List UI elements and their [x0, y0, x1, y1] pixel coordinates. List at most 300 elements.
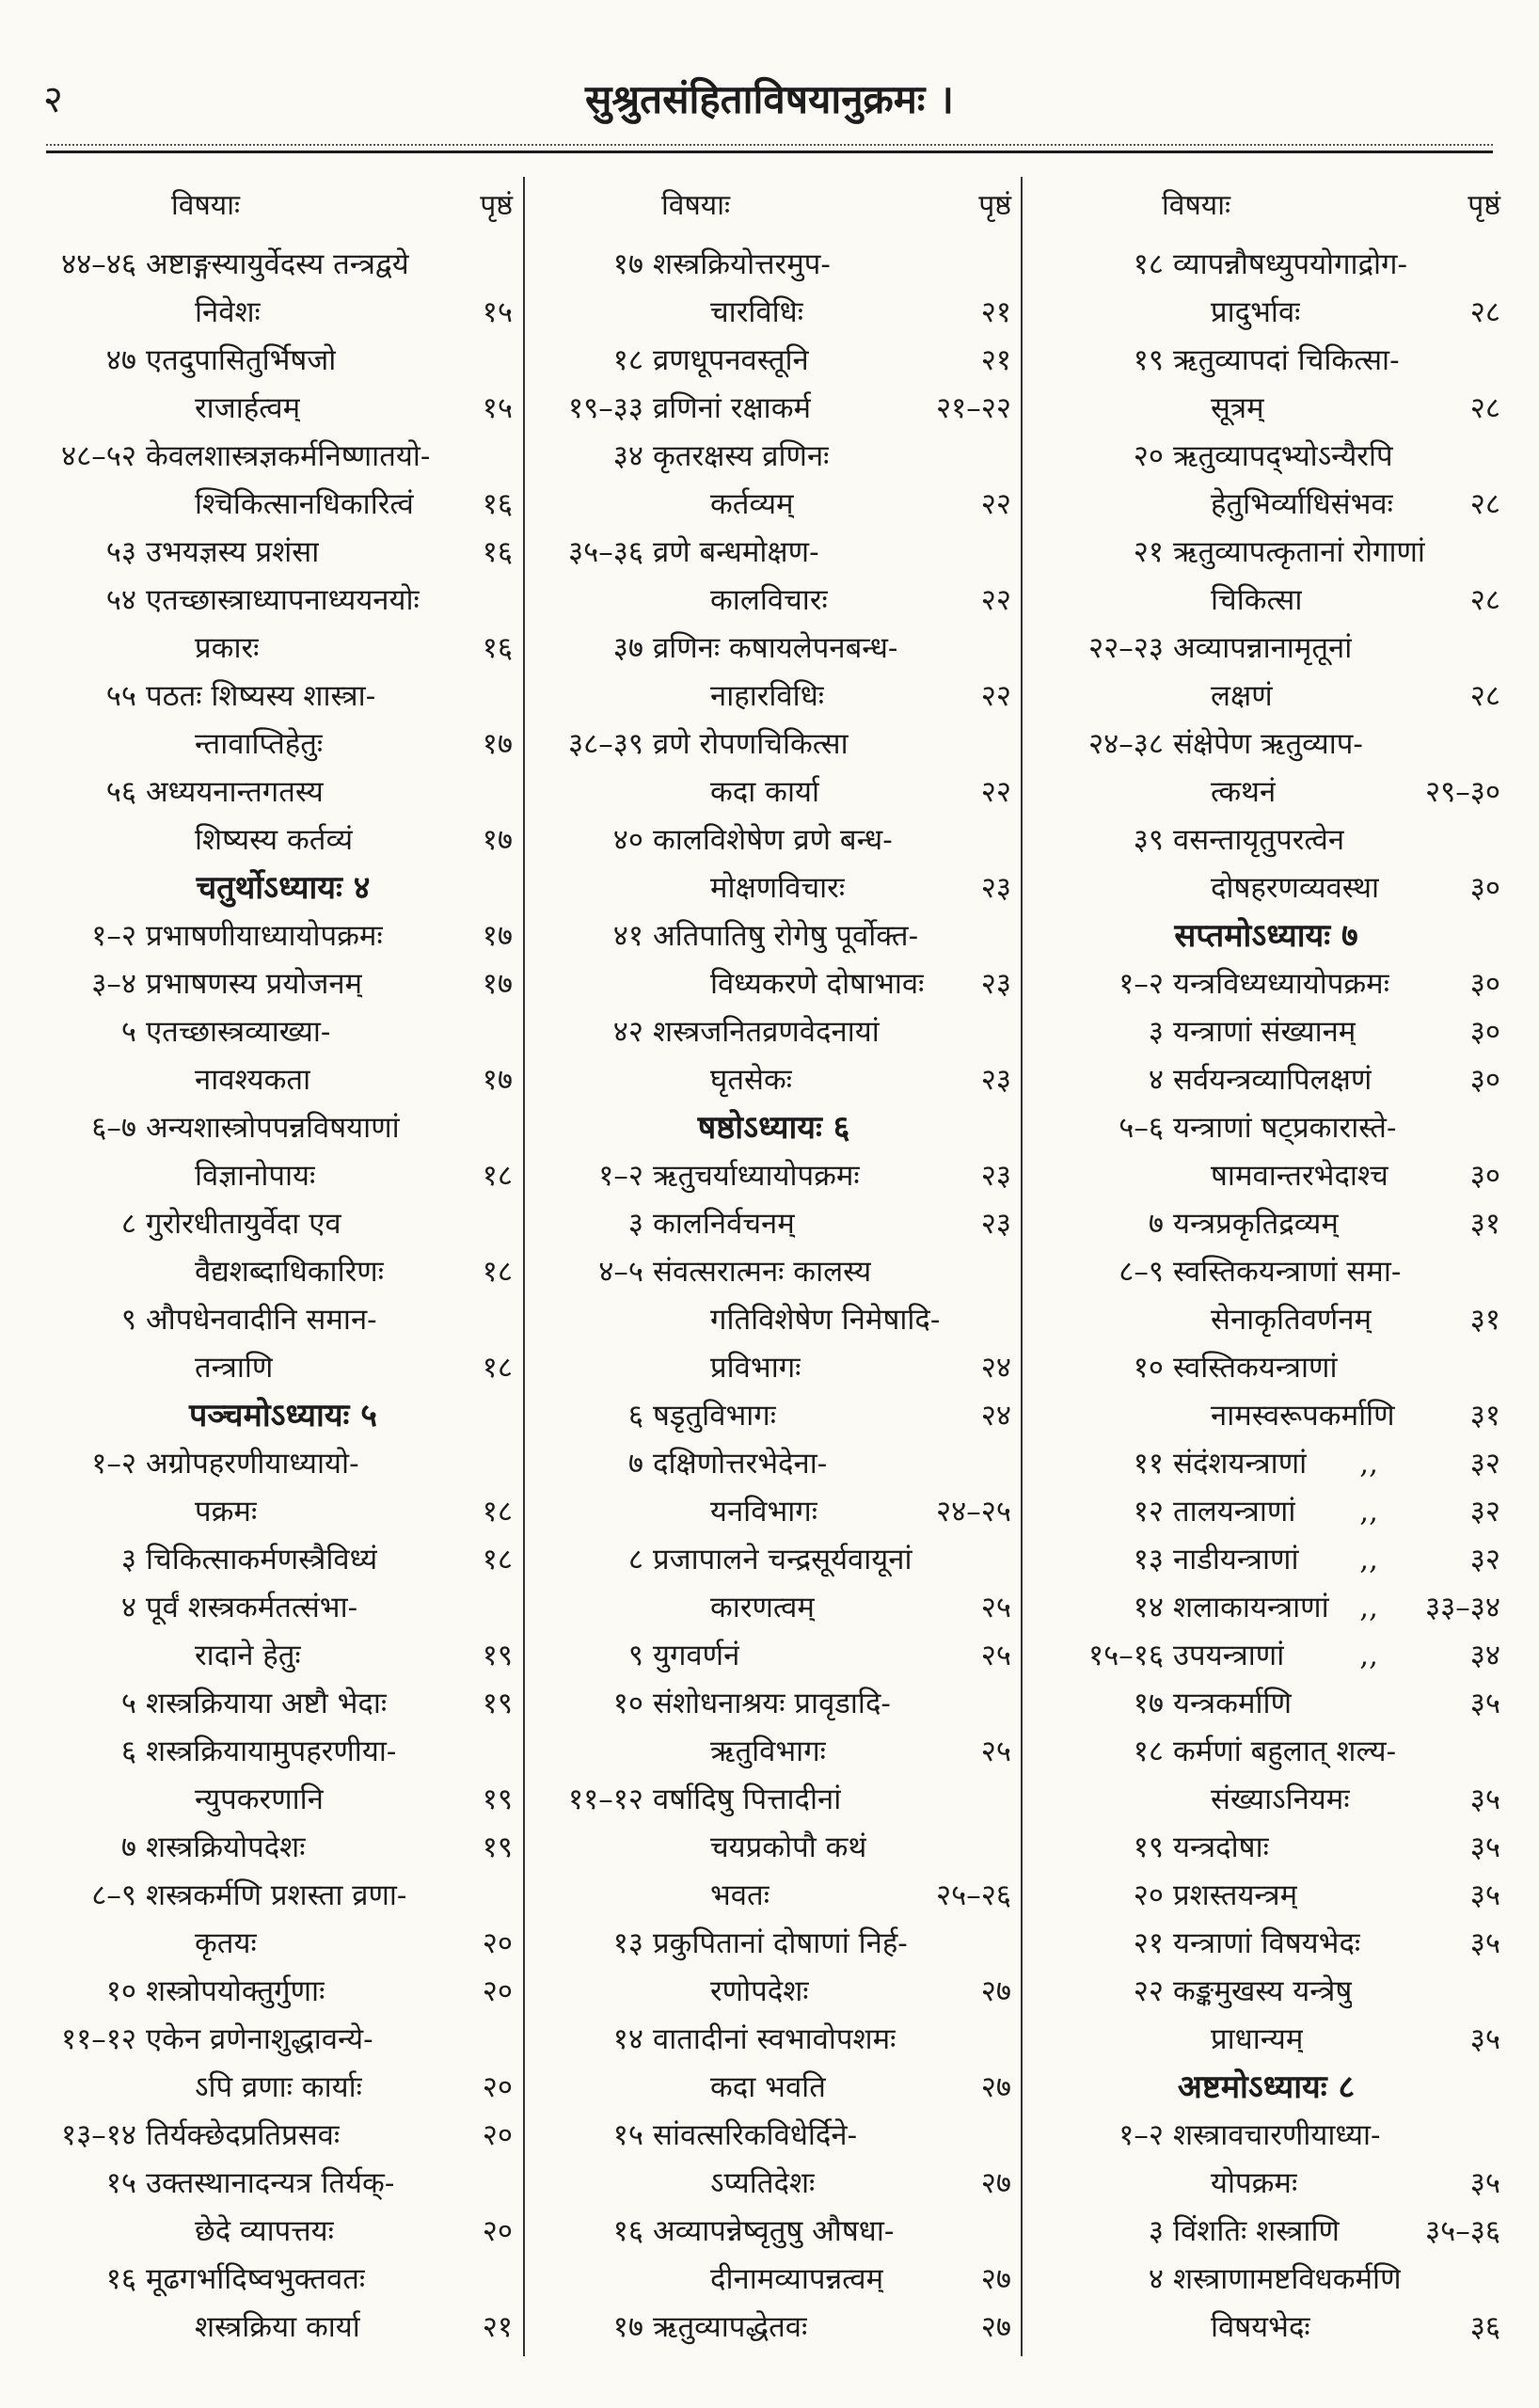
entry-line: [1032, 1344, 1500, 1392]
entry-line: [536, 1056, 1011, 1104]
entry-subject: कदा भवति: [710, 2070, 826, 2104]
entry-subject: सेनाकृतिवर्णनम्: [1211, 1303, 1372, 1337]
entry-subject: विज्ञानोपायः: [195, 1159, 316, 1193]
page-reference: २४–२५: [936, 1495, 1011, 1529]
entry-subject: कर्तव्यम्: [710, 487, 794, 521]
entry-line: [536, 1824, 1011, 1872]
entry-subject: कालविशेषेण व्रणे बन्ध-: [653, 823, 893, 857]
verse-number: १०: [612, 1687, 643, 1720]
page-reference: २४: [980, 1351, 1011, 1385]
entry-subject: यन्त्राणां विषयभेदः: [1173, 1926, 1361, 1960]
index-entry: [1032, 1488, 1500, 1536]
header-rule: [46, 150, 1493, 153]
index-entry: [54, 912, 513, 960]
page-reference: १५: [482, 295, 513, 329]
entry-subject: अग्रोपहरणीयाध्यायो-: [146, 1447, 359, 1481]
verse-number: ५–६: [1119, 1111, 1164, 1145]
page-reference: २७: [980, 1974, 1011, 2008]
index-entry: [536, 1152, 1011, 1200]
index-entry: [54, 673, 513, 768]
entry-subject: चयप्रकोपौ कथं: [710, 1830, 867, 1864]
verse-number: ७: [627, 1447, 643, 1481]
index-entry: [536, 1776, 1011, 1920]
chapter-heading: चतुर्थोऽध्यायः ४: [196, 869, 371, 907]
page-reference: ३५: [1469, 1926, 1500, 1960]
entry-line: [1032, 1920, 1500, 1968]
entry-subject: संख्याऽनियमः: [1211, 1782, 1350, 1816]
page-reference: २१–२२: [936, 391, 1011, 425]
entry-line: [1032, 1872, 1500, 1920]
entry-line: [54, 2208, 513, 2256]
index-column-3: [1032, 182, 1500, 2352]
entry-subject: नाहारविधिः: [710, 679, 825, 713]
entry-line: [54, 625, 513, 673]
entry-line: [536, 1584, 1011, 1632]
entry-subject: यन्त्राणां संख्यानम्: [1173, 1015, 1357, 1049]
index-entry: [54, 2160, 513, 2256]
entry-subject: स्वस्तिकयन्त्राणां: [1173, 1351, 1338, 1385]
entry-subject: उपयन्त्राणां: [1173, 1639, 1285, 1672]
entry-line: [1032, 1728, 1500, 1776]
entry-line: [54, 1296, 513, 1344]
page-reference: ३०: [1469, 1063, 1500, 1097]
column-header-page: पृष्ठं: [978, 189, 1011, 222]
verse-number: १–२: [1119, 967, 1164, 1001]
entry-line: [536, 529, 1011, 577]
index-entry: [54, 1008, 513, 1104]
entry-line: [536, 385, 1011, 433]
page-reference: २०: [482, 1926, 513, 1960]
verse-number: १३–१४: [61, 2118, 136, 2152]
entry-line: [54, 2304, 513, 2352]
entry-subject: औपधेनवादीनि समान-: [146, 1303, 377, 1337]
verse-number: १७: [612, 247, 643, 281]
page-reference: १८: [482, 1159, 513, 1193]
page-reference: २८: [1469, 679, 1500, 713]
page-reference: ३०: [1469, 1015, 1500, 1049]
index-entry: [54, 433, 513, 529]
page-reference: १७: [482, 1063, 513, 1097]
entry-line: [536, 768, 1011, 816]
entry-subject: यन्त्रदोषाः: [1173, 1830, 1269, 1864]
page-reference: ३४: [1469, 1639, 1500, 1672]
entry-subject: शस्त्राणामष्टविधकर्मणि: [1173, 2262, 1402, 2296]
entry-subject: यन्त्रकर्माणि: [1173, 1687, 1292, 1720]
entry-list: [1032, 241, 1500, 2352]
verse-number: १३: [612, 1926, 643, 1960]
verse-number: ३७: [612, 631, 643, 665]
entry-line: [1032, 2016, 1500, 2064]
index-entry: [1032, 1728, 1500, 1824]
entry-line: [1032, 1680, 1500, 1728]
verse-number: ८–९: [91, 1878, 136, 1912]
index-entry: [1032, 1824, 1500, 1872]
entry-subject: सांवत्सरिकविधेर्दिने-: [653, 2118, 858, 2152]
verse-number: १८: [1133, 1735, 1164, 1768]
verse-number: १०: [105, 1974, 136, 2008]
entry-subject: प्रादुर्भावः: [1211, 295, 1301, 329]
entry-line: [54, 1968, 513, 2016]
entry-line: [536, 864, 1011, 912]
entry-line: [536, 1200, 1011, 1248]
index-entry: [1032, 1440, 1500, 1488]
entry-list: [54, 241, 513, 2352]
entry-subject: सूत्रम्: [1211, 391, 1264, 425]
entry-line: [536, 2208, 1011, 2256]
index-entry: [536, 2016, 1011, 2112]
page-reference: ३१: [1469, 1207, 1500, 1241]
entry-subject: नाडीयन्त्राणां: [1173, 1543, 1299, 1576]
page-reference: २३: [980, 1063, 1011, 1097]
entry-line: [54, 912, 513, 960]
entry-subject: अध्ययनान्तगतस्य: [146, 775, 324, 809]
verse-number: १९–३३: [568, 391, 643, 425]
verse-number: २१: [1133, 535, 1164, 569]
page-reference: २३: [980, 1207, 1011, 1241]
index-entry: [54, 577, 513, 673]
verse-number: ४–५: [598, 1255, 643, 1289]
entry-line: [536, 1296, 1011, 1344]
verse-number: ९: [627, 1639, 643, 1672]
index-entry: [54, 1728, 513, 1824]
entry-subject: अतिपातिषु रोगेषु पूर्वोक्त-: [653, 919, 919, 953]
entry-line: [536, 1536, 1011, 1584]
page-reference: १७: [482, 967, 513, 1001]
entry-line: [54, 1008, 513, 1056]
entry-subject: नावश्यकता: [195, 1063, 311, 1097]
index-entry: [1032, 1872, 1500, 1920]
entry-subject: पठतः शिष्यस्य शास्त्रा-: [146, 679, 376, 713]
entry-subject: योपक्रमः: [1211, 2166, 1298, 2200]
index-entry: [536, 337, 1011, 385]
entry-line: [1032, 433, 1500, 481]
page-reference: ३०: [1469, 967, 1500, 1001]
verse-number: १३: [1133, 1543, 1164, 1576]
entry-subject: एतच्छास्त्राध्यापनाध्ययनयोः: [146, 583, 420, 617]
column-divider: [1021, 177, 1023, 2356]
entry-subject: ऋतुव्यापद्भ्योऽन्यैरपि: [1173, 439, 1393, 473]
entry-subject: दोषहरणव्यवस्था: [1211, 871, 1380, 905]
page-reference: ३१: [1469, 1399, 1500, 1433]
entry-line: [536, 241, 1011, 289]
index-entry: [1032, 1200, 1500, 1248]
entry-subject: अष्टाङ्गस्यायुर्वेदस्य तन्त्रद्वये: [146, 247, 409, 281]
page-reference: ३६: [1469, 2310, 1500, 2344]
entry-line: [54, 337, 513, 385]
verse-number: ३: [627, 1207, 643, 1241]
entry-line: [54, 1632, 513, 1680]
entry-line: [536, 1488, 1011, 1536]
entry-subject: निवेशः: [195, 295, 261, 329]
entry-subject: संदंशयन्त्राणां: [1173, 1447, 1308, 1481]
page-reference: २२: [980, 487, 1011, 521]
entry-line: [536, 1440, 1011, 1488]
entry-line: [54, 433, 513, 481]
verse-number: ५४: [105, 583, 136, 617]
index-entry: [536, 1680, 1011, 1776]
index-entry: [1032, 1344, 1500, 1440]
page-reference: ३५: [1469, 1878, 1500, 1912]
index-entry: [536, 1248, 1011, 1392]
index-entry: [1032, 433, 1500, 529]
entry-line: [54, 1488, 513, 1536]
page-reference: १८: [482, 1255, 513, 1289]
entry-list: [536, 241, 1011, 2352]
entry-line: [1032, 625, 1500, 673]
entry-line: [1032, 1248, 1500, 1296]
entry-line: [1032, 2256, 1500, 2304]
entry-line: [1032, 2304, 1500, 2352]
entry-line: [1032, 1392, 1500, 1440]
index-entry: [54, 1296, 513, 1392]
page-reference: १७: [482, 823, 513, 857]
page-reference: २८: [1469, 391, 1500, 425]
entry-line: [1032, 721, 1500, 768]
entry-subject: अव्यापन्नेष्वृतुषु औषधा-: [653, 2214, 895, 2248]
entry-subject: कदा कार्या: [710, 775, 819, 809]
entry-line: [1032, 816, 1500, 864]
entry-line: [536, 1344, 1011, 1392]
index-column-2: [536, 182, 1011, 2352]
entry-subject: केवलशास्त्रज्ञकर्मनिष्णातयो-: [146, 439, 431, 473]
entry-subject: व्रणिनः कषायलेपनबन्ध-: [653, 631, 898, 665]
entry-line: [536, 2112, 1011, 2160]
index-entry: [1032, 337, 1500, 433]
page-reference: २८: [1469, 583, 1500, 617]
entry-line: [1032, 1536, 1500, 1584]
entry-subject: कारणत्वम्: [710, 1591, 815, 1624]
entry-line: [536, 1728, 1011, 1776]
verse-number: ४४–४६: [61, 247, 136, 281]
verse-number: ३५–३६: [568, 535, 643, 569]
entry-line: [54, 1680, 513, 1728]
entry-subject: ऋतुव्यापद्धेतवः: [653, 2310, 808, 2344]
entry-line: [54, 1056, 513, 1104]
index-entry: [1032, 1680, 1500, 1728]
entry-subject: अन्यशास्त्रोपपन्नविषयाणां: [146, 1111, 400, 1145]
entry-subject: ऽपि व्रणाः कार्याः: [195, 2070, 362, 2104]
entry-subject: ऋतुव्यापत्कृतानां रोगाणां: [1173, 535, 1425, 569]
verse-number: २४–३८: [1088, 727, 1164, 761]
verse-number: ३९: [1133, 823, 1164, 857]
column-header: [54, 182, 513, 230]
entry-line: [536, 2016, 1011, 2064]
entry-line: [536, 2256, 1011, 2304]
entry-line: [536, 1968, 1011, 2016]
verse-number: ३४: [612, 439, 643, 473]
entry-subject: उक्तस्थानादन्यत्र तिर्यक्-: [146, 2166, 395, 2200]
page-reference: २७: [980, 2166, 1011, 2200]
verse-number: ९: [120, 1303, 136, 1337]
index-entry: [536, 1200, 1011, 1248]
entry-line: [54, 768, 513, 816]
page-reference: १६: [482, 487, 513, 521]
index-entry: [54, 1872, 513, 1968]
index-entry: [536, 912, 1011, 1008]
page-reference: ३२: [1469, 1495, 1500, 1529]
index-entry: [1032, 2256, 1500, 2352]
index-entry: [536, 529, 1011, 625]
entry-line: [1032, 1296, 1500, 1344]
column-header: [1032, 182, 1500, 230]
index-entry: [54, 1104, 513, 1200]
entry-line: [1032, 1584, 1500, 1632]
index-entry: [536, 816, 1011, 912]
entry-subject: शस्त्रकर्मणि प्रशस्ता व्रणा-: [146, 1878, 407, 1912]
entry-subject: प्रजापालने चन्द्रसूर्यवायूनां: [653, 1543, 912, 1576]
page-reference: ३५: [1469, 1687, 1500, 1720]
verse-number: १९: [1133, 1830, 1164, 1864]
page-reference: १८: [482, 1543, 513, 1576]
entry-subject: सर्वयन्त्रव्यापिलक्षणं: [1173, 1063, 1372, 1097]
index-column-1: [54, 182, 513, 2352]
entry-line: [1032, 768, 1500, 816]
entry-subject: अव्यापन्नानामृतूनां: [1173, 631, 1353, 665]
page-reference: २३: [980, 967, 1011, 1001]
entry-line: [54, 2064, 513, 2112]
entry-subject: दक्षिणोत्तरभेदेना-: [653, 1447, 828, 1481]
verse-number: ४: [1148, 2262, 1164, 2296]
entry-subject: शस्त्रक्रिया कार्या: [195, 2310, 360, 2344]
entry-line: [1032, 1008, 1500, 1056]
entry-subject: तन्त्राणि: [195, 1351, 274, 1385]
entry-subject: एतदुपासितुर्भिषजो: [146, 343, 337, 377]
verse-number: ४: [1148, 1063, 1164, 1097]
entry-line: [54, 241, 513, 289]
page-reference: १७: [482, 919, 513, 953]
entry-subject: गुरोरधीतायुर्वेदा एव: [146, 1207, 341, 1241]
entry-line: [54, 2016, 513, 2064]
verse-number: ८: [627, 1543, 643, 1576]
ditto-mark: ,,: [1359, 1639, 1378, 1672]
entry-line: [536, 577, 1011, 625]
entry-line: [54, 577, 513, 625]
entry-subject: शिष्यस्य कर्तव्यं: [195, 823, 354, 857]
entry-line: [1032, 960, 1500, 1008]
page-reference: २३: [980, 871, 1011, 905]
index-entry: [1032, 1008, 1500, 1056]
verse-number: ४७: [105, 343, 136, 377]
entry-subject: यन्त्राणां षट्प्रकारास्ते-: [1173, 1111, 1397, 1145]
verse-number: ५५: [105, 679, 136, 713]
entry-line: [1032, 864, 1500, 912]
entry-subject: रणोपदेशः: [710, 1974, 809, 2008]
entry-subject: तिर्यक्छेदप्रतिप्रसवः: [146, 2118, 341, 2152]
verse-number: २२–२३: [1088, 631, 1164, 665]
entry-line: [54, 1440, 513, 1488]
entry-line: [1032, 577, 1500, 625]
entry-subject: नामस्वरूपकर्माणि: [1211, 1399, 1395, 1433]
entry-line: [54, 1920, 513, 1968]
entry-subject: रादाने हेतुः: [195, 1639, 301, 1672]
index-entry: [1032, 1584, 1500, 1632]
entry-subject: गतिविशेषेण निमेषादि-: [710, 1303, 941, 1337]
page-reference: ३५: [1469, 1782, 1500, 1816]
entry-subject: पूर्वं शस्त्रकर्मतत्संभा-: [146, 1591, 358, 1624]
entry-subject: व्रणधूपनवस्तूनि: [653, 343, 809, 377]
index-entry: [54, 1584, 513, 1680]
entry-line: [536, 1008, 1011, 1056]
entry-subject: यनविभागः: [710, 1495, 817, 1529]
entry-line: [54, 2112, 513, 2160]
entry-subject: न्तावाप्तिहेतुः: [195, 727, 324, 761]
verse-number: ४८–५२: [61, 439, 136, 473]
column-header: [536, 182, 1011, 230]
entry-line: [1032, 1104, 1500, 1152]
page-reference: ३५: [1469, 2022, 1500, 2056]
index-entry: [54, 1680, 513, 1728]
chapter-heading: षष्ठोऽध्यायः ६: [697, 1109, 850, 1147]
entry-line: [536, 433, 1011, 481]
verse-number: १७: [1133, 1687, 1164, 1720]
verse-number: १५: [105, 2166, 136, 2200]
entry-line: [536, 960, 1011, 1008]
ditto-mark: ,,: [1359, 1447, 1378, 1481]
entry-line: [1032, 1488, 1500, 1536]
index-entry: [1032, 1056, 1500, 1104]
page-reference: ३२: [1469, 1543, 1500, 1576]
entry-subject: कृतरक्षस्य व्रणिनः: [653, 439, 830, 473]
entry-subject: ऋतुविभागः: [710, 1735, 826, 1768]
entry-line: [1032, 241, 1500, 289]
index-entry: [1032, 1632, 1500, 1680]
entry-subject: शस्त्रक्रियोत्तरमुप-: [653, 247, 831, 281]
entry-subject: घृतसेकः: [710, 1063, 793, 1097]
index-entry: [536, 1632, 1011, 1680]
index-entry: [54, 529, 513, 577]
page-reference: २५–२६: [936, 1878, 1011, 1912]
index-entry: [1032, 721, 1500, 816]
entry-subject: प्राधान्यम्: [1211, 2022, 1304, 2056]
index-entry: [1032, 2112, 1500, 2208]
entry-subject: प्रभाषणीयाध्यायोपक्रमः: [146, 919, 383, 953]
entry-line: [536, 816, 1011, 864]
index-entry: [1032, 1104, 1500, 1200]
entry-line: [1032, 385, 1500, 433]
entry-subject: युगवर्णनं: [653, 1639, 740, 1672]
entry-subject: चिकित्साकर्मणस्त्रैविध्यं: [146, 1543, 378, 1576]
verse-number: ७: [120, 1830, 136, 1864]
entry-line: [536, 1776, 1011, 1824]
page-reference: २२: [980, 679, 1011, 713]
index-entry: [54, 337, 513, 433]
entry-line: [1032, 1056, 1500, 1104]
entry-line: [536, 625, 1011, 673]
entry-subject: शस्त्रक्रियोपदेशः: [146, 1830, 306, 1864]
entry-subject: प्रविभागः: [710, 1351, 801, 1385]
entry-subject: विध्यकरणे दोषाभावः: [710, 967, 925, 1001]
page-reference: १६: [482, 535, 513, 569]
page-reference: १६: [482, 631, 513, 665]
entry-line: [536, 1248, 1011, 1296]
entry-subject: भवतः: [710, 1878, 770, 1912]
index-entry: [536, 721, 1011, 816]
entry-line: [536, 2160, 1011, 2208]
verse-number: ३८–३९: [568, 727, 643, 761]
page-reference: २२: [980, 583, 1011, 617]
ditto-mark: ,,: [1359, 1543, 1378, 1576]
page-reference: २५: [980, 1735, 1011, 1768]
entry-line: [536, 289, 1011, 337]
entry-subject: वसन्तायृतुपरत्वेन: [1173, 823, 1345, 857]
entry-subject: न्युपकरणानि: [195, 1782, 324, 1816]
page-reference: ३५–३६: [1425, 2214, 1500, 2248]
entry-line: [54, 1344, 513, 1392]
verse-number: १–२: [1119, 2118, 1164, 2152]
verse-number: ४०: [612, 823, 643, 857]
entry-subject: कालविचारः: [710, 583, 828, 617]
entry-line: [54, 721, 513, 768]
